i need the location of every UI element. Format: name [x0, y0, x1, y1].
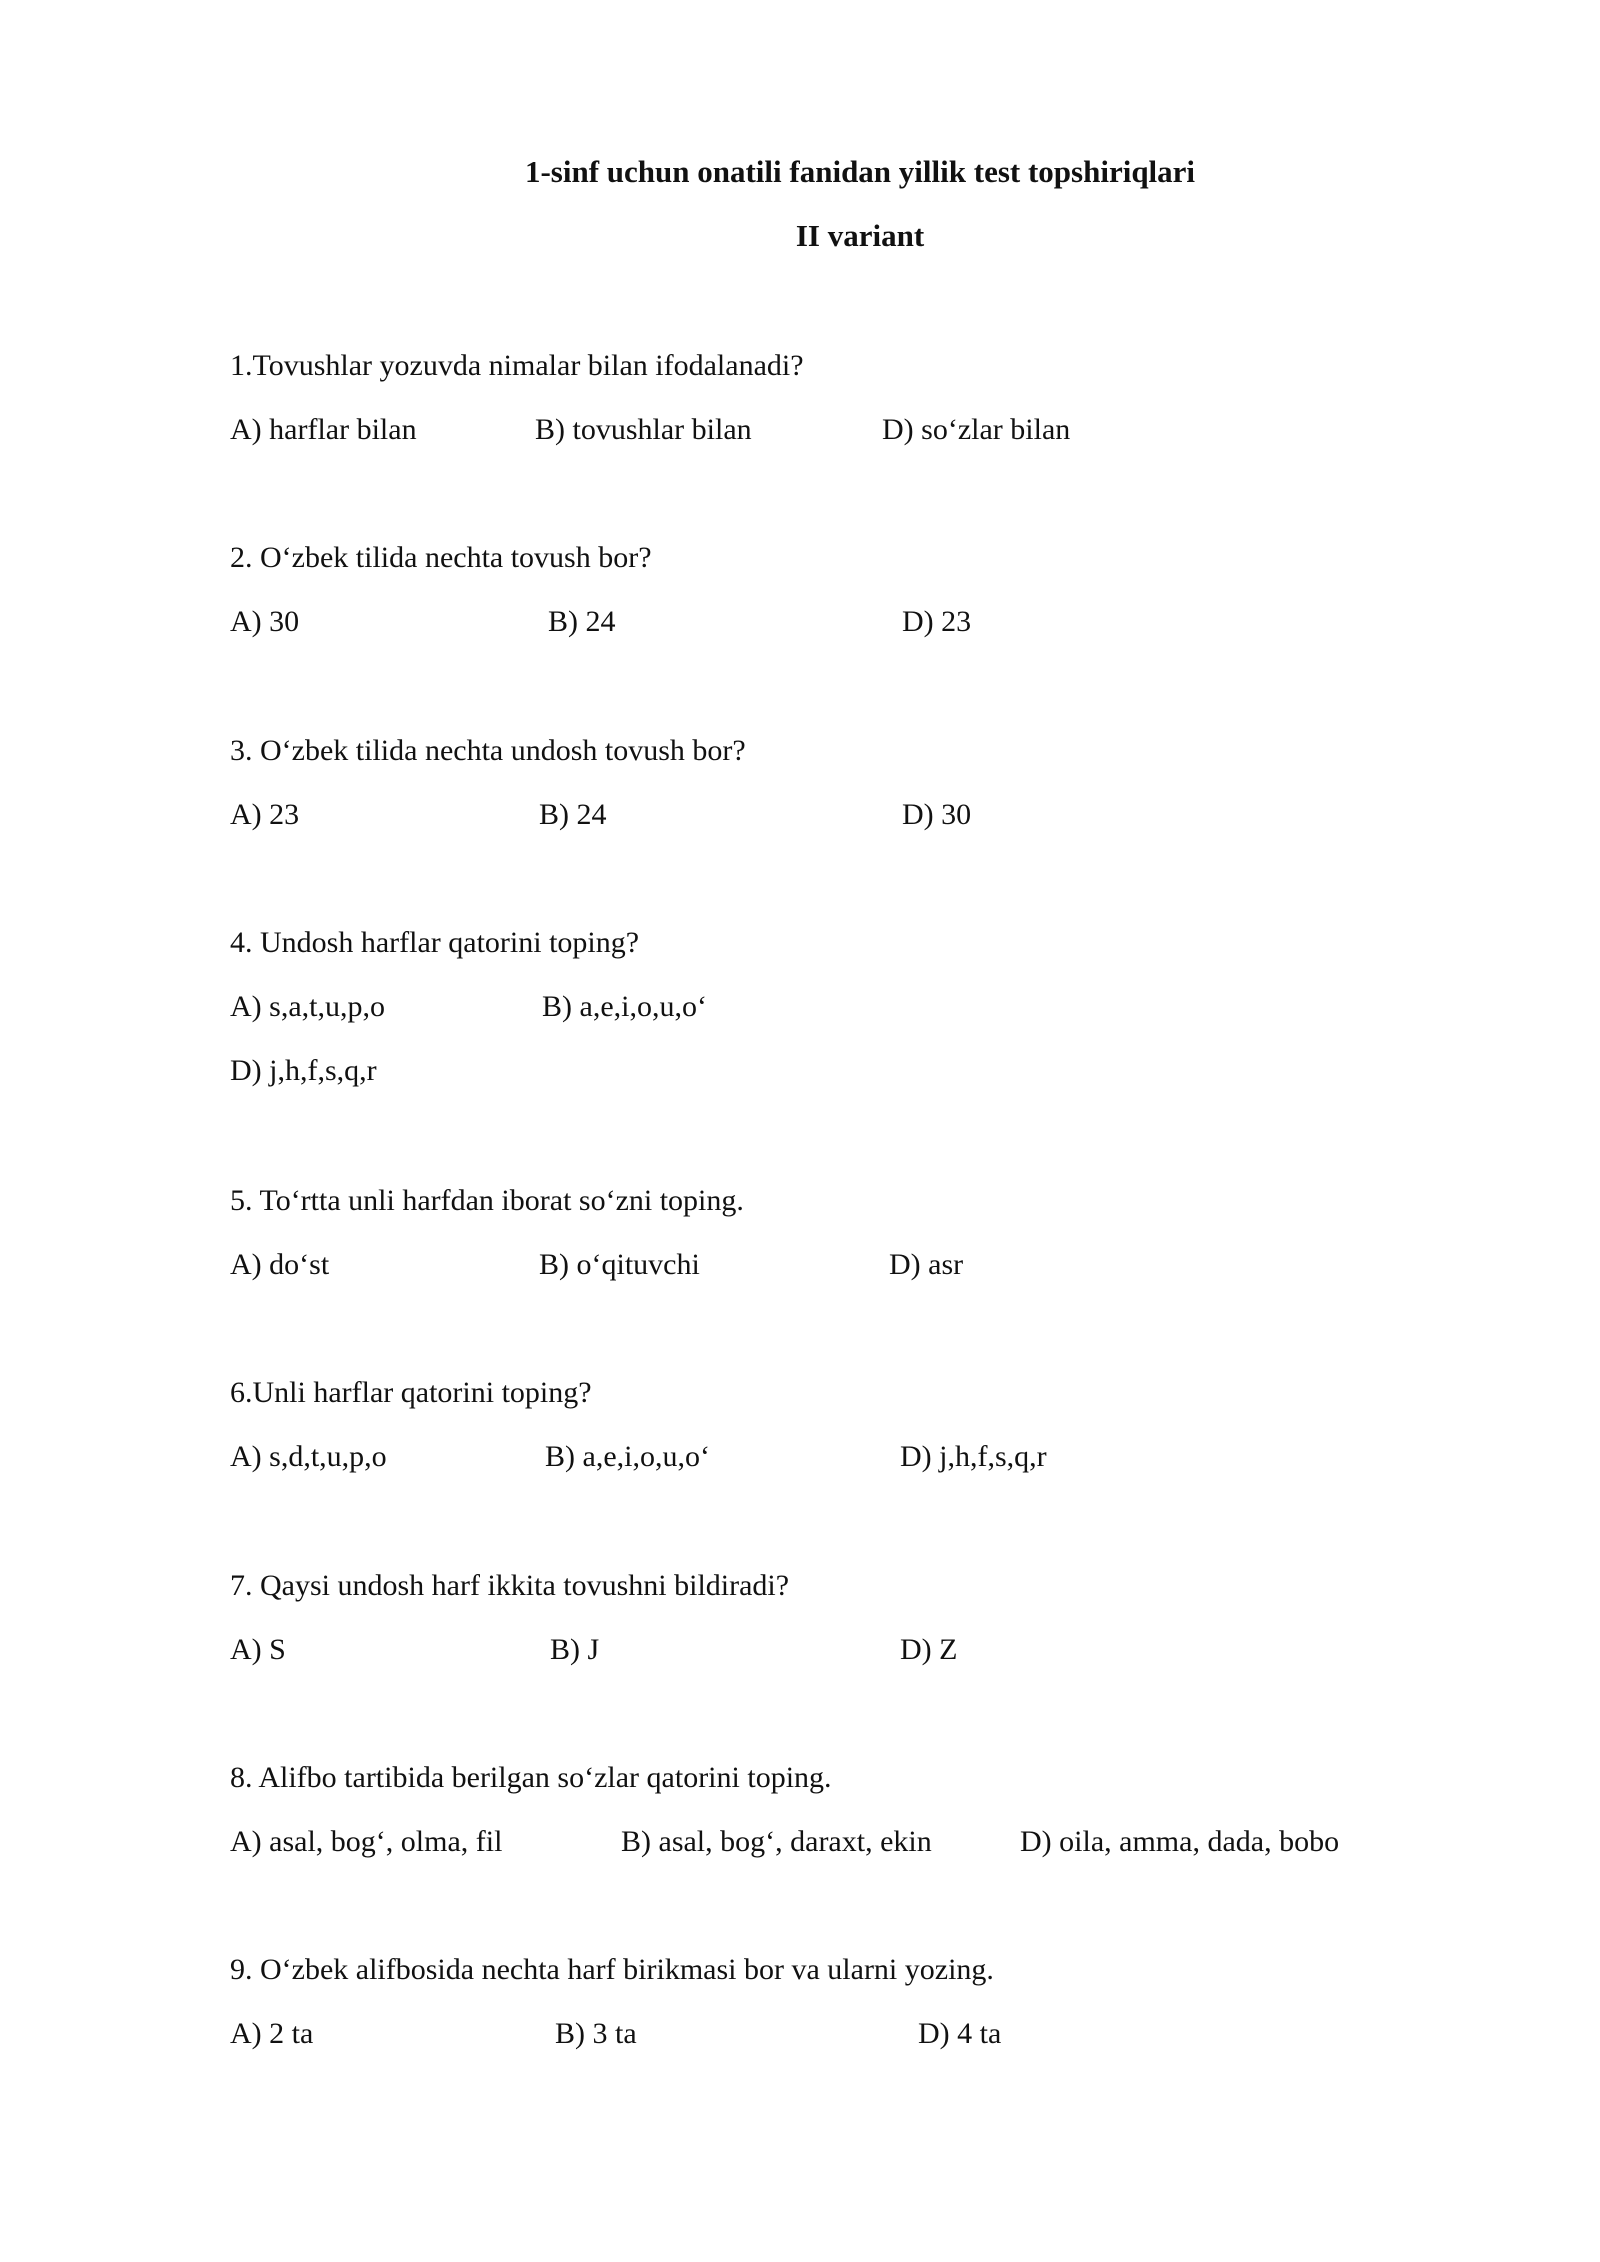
option-b: B) 24 — [539, 798, 607, 831]
option-b: B) o‘qituvchi — [539, 1248, 700, 1281]
option-d: D) 4 ta — [918, 2017, 1002, 2050]
question-text: 9. O‘zbek alifbosida nechta harf birikmasi bor va ularni yozing. — [230, 1953, 994, 1986]
question-text: 2. O‘zbek tilida nechta tovush bor? — [230, 541, 652, 574]
question-text: 8. Alifbo tartibida berilgan so‘zlar qatorini toping. — [230, 1761, 832, 1794]
question-text: 4. Undosh harflar qatorini toping? — [230, 926, 640, 959]
option-a: A) asal, bog‘, olma, fil — [230, 1825, 503, 1858]
question-text: 6.Unli harflar qatorini toping? — [230, 1376, 592, 1409]
option-b: B) 3 ta — [555, 2017, 637, 2050]
option-b: B) a,e,i,o,u,o‘ — [542, 990, 707, 1023]
variant-label: II variant — [795, 218, 925, 253]
option-b: B) J — [550, 1633, 600, 1666]
option-b: B) asal, bog‘, daraxt, ekin — [621, 1825, 932, 1858]
option-a: A) 23 — [230, 798, 300, 831]
option-d: D) oila, amma, dada, bobo — [1020, 1825, 1340, 1858]
option-b: B) tovushlar bilan — [535, 413, 752, 446]
option-a: A) 30 — [230, 605, 300, 638]
question-text: 1.Tovushlar yozuvda nimalar bilan ifodalanadi? — [230, 349, 804, 382]
option-b: B) 24 — [548, 605, 616, 638]
option-d: D) so‘zlar bilan — [882, 413, 1071, 446]
question-text: 5. To‘rtta unli harfdan iborat so‘zni toping. — [230, 1184, 744, 1217]
option-d: D) 23 — [902, 605, 972, 638]
question-text: 7. Qaysi undosh harf ikkita tovushni bildiradi? — [230, 1569, 790, 1602]
option-d: D) j,h,f,s,q,r — [230, 1054, 377, 1087]
page-title: 1-sinf uchun onatili fanidan yillik test topshiriqlari — [524, 154, 1196, 189]
option-d: D) j,h,f,s,q,r — [900, 1440, 1047, 1473]
option-a: A) s,d,t,u,p,o — [230, 1440, 387, 1473]
question-text: 3. O‘zbek tilida nechta undosh tovush bor? — [230, 734, 746, 767]
option-d: D) Z — [900, 1633, 958, 1666]
option-a: A) s,a,t,u,p,o — [230, 990, 385, 1023]
option-a: A) do‘st — [230, 1248, 330, 1281]
option-d: D) 30 — [902, 798, 972, 831]
option-a: A) S — [230, 1633, 286, 1666]
option-b: B) a,e,i,o,u,o‘ — [545, 1440, 710, 1473]
option-a: A) 2 ta — [230, 2017, 314, 2050]
option-a: A) harflar bilan — [230, 413, 417, 446]
option-d: D) asr — [889, 1248, 964, 1281]
